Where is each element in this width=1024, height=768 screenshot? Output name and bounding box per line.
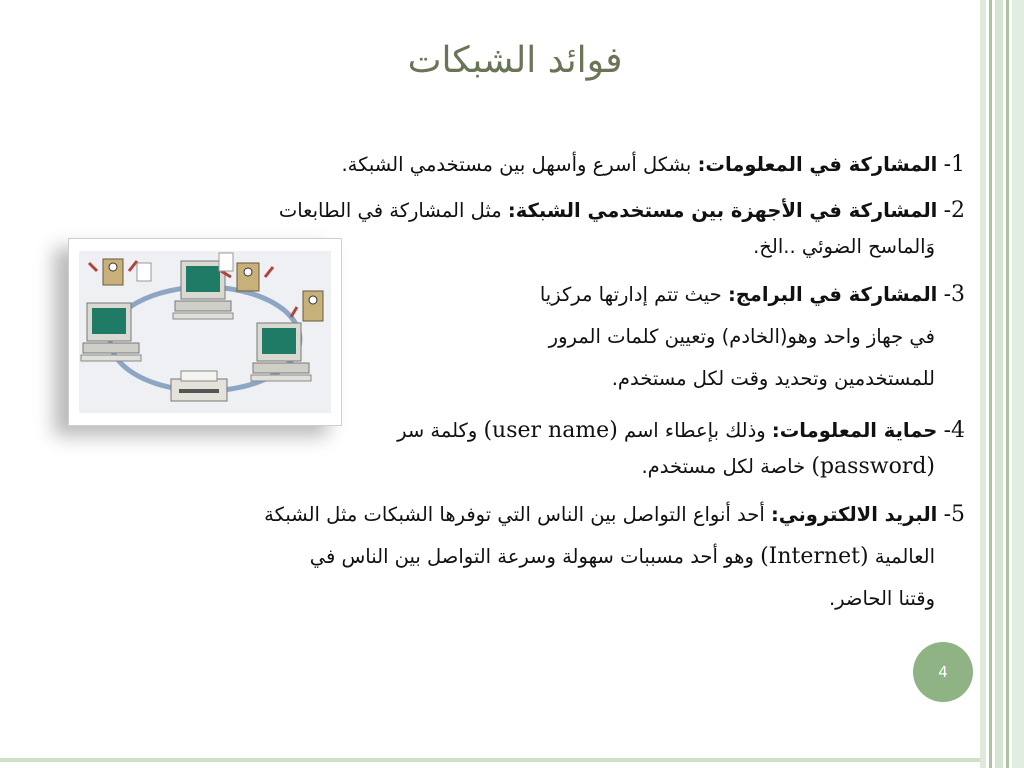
- item-latin-term: (user name): [483, 418, 618, 443]
- paper-sheet-icon: [219, 253, 233, 271]
- item-number: 5-: [943, 502, 965, 527]
- bottom-border-stripe: [0, 758, 980, 762]
- page-number-badge: 4: [913, 642, 973, 702]
- item-text: وهو أحد مسببات سهولة وسرعة التواصل بين الناس في: [309, 545, 754, 568]
- item-latin-term: (Internet): [760, 544, 869, 569]
- list-item: [50, 144, 965, 186]
- right-border-stripe: [989, 0, 992, 768]
- paper-sheet-icon: [137, 263, 151, 281]
- item-text-continued: [50, 446, 965, 488]
- item-text: العالمية: [874, 545, 935, 568]
- item-text-continued: للمستخدمين وتحديد وقت لكل مستخدم.: [611, 367, 935, 390]
- item-number: 2-: [943, 198, 965, 223]
- item-heading: حماية المعلومات:: [771, 419, 938, 442]
- list-item: [50, 494, 965, 620]
- item-text: أحد أنواع التواصل بين الناس التي توفرها الشبكات مثل الشبكة: [264, 503, 765, 526]
- slide-title: فوائد الشبكات: [407, 40, 623, 81]
- item-heading: المشاركة في البرامج:: [727, 283, 938, 306]
- item-number: 4-: [943, 418, 965, 443]
- right-border-stripe: [1012, 0, 1024, 768]
- item-text-continued: في جهاز واحد وهو(الخادم) وتعيين كلمات المرور: [548, 325, 935, 348]
- item-latin-term: (password): [811, 454, 935, 479]
- network-diagram-image: [79, 251, 331, 413]
- item-text-continued: وقتنا الحاضر.: [828, 587, 935, 610]
- item-text: وذلك بإعطاء اسم: [623, 419, 766, 442]
- item-text: وكلمة سر: [397, 419, 478, 442]
- item-heading: المشاركة في الأجهزة بين مستخدمي الشبكة:: [507, 199, 938, 222]
- item-text: خاصة لكل مستخدم.: [641, 455, 806, 478]
- item-number: 1-: [943, 152, 965, 177]
- item-text-continued: [50, 536, 965, 578]
- right-border-stripe: [980, 0, 986, 768]
- item-number: 3-: [943, 282, 965, 307]
- item-heading: البريد الالكتروني:: [770, 503, 938, 526]
- item-text-continued: وَالماسح الضوئي ..الخ.: [753, 235, 935, 258]
- right-border-stripe: [1006, 0, 1009, 768]
- item-text: حيث تتم إدارتها مركزيا: [539, 283, 722, 306]
- item-text: بشكل أسرع وأسهل بين مستخدمي الشبكة.: [341, 153, 692, 176]
- right-border-stripe: [995, 0, 1003, 768]
- item-text: مثل المشاركة في الطابعات: [278, 199, 502, 222]
- item-heading: المشاركة في المعلومات:: [697, 153, 938, 176]
- network-illustration: [68, 238, 342, 426]
